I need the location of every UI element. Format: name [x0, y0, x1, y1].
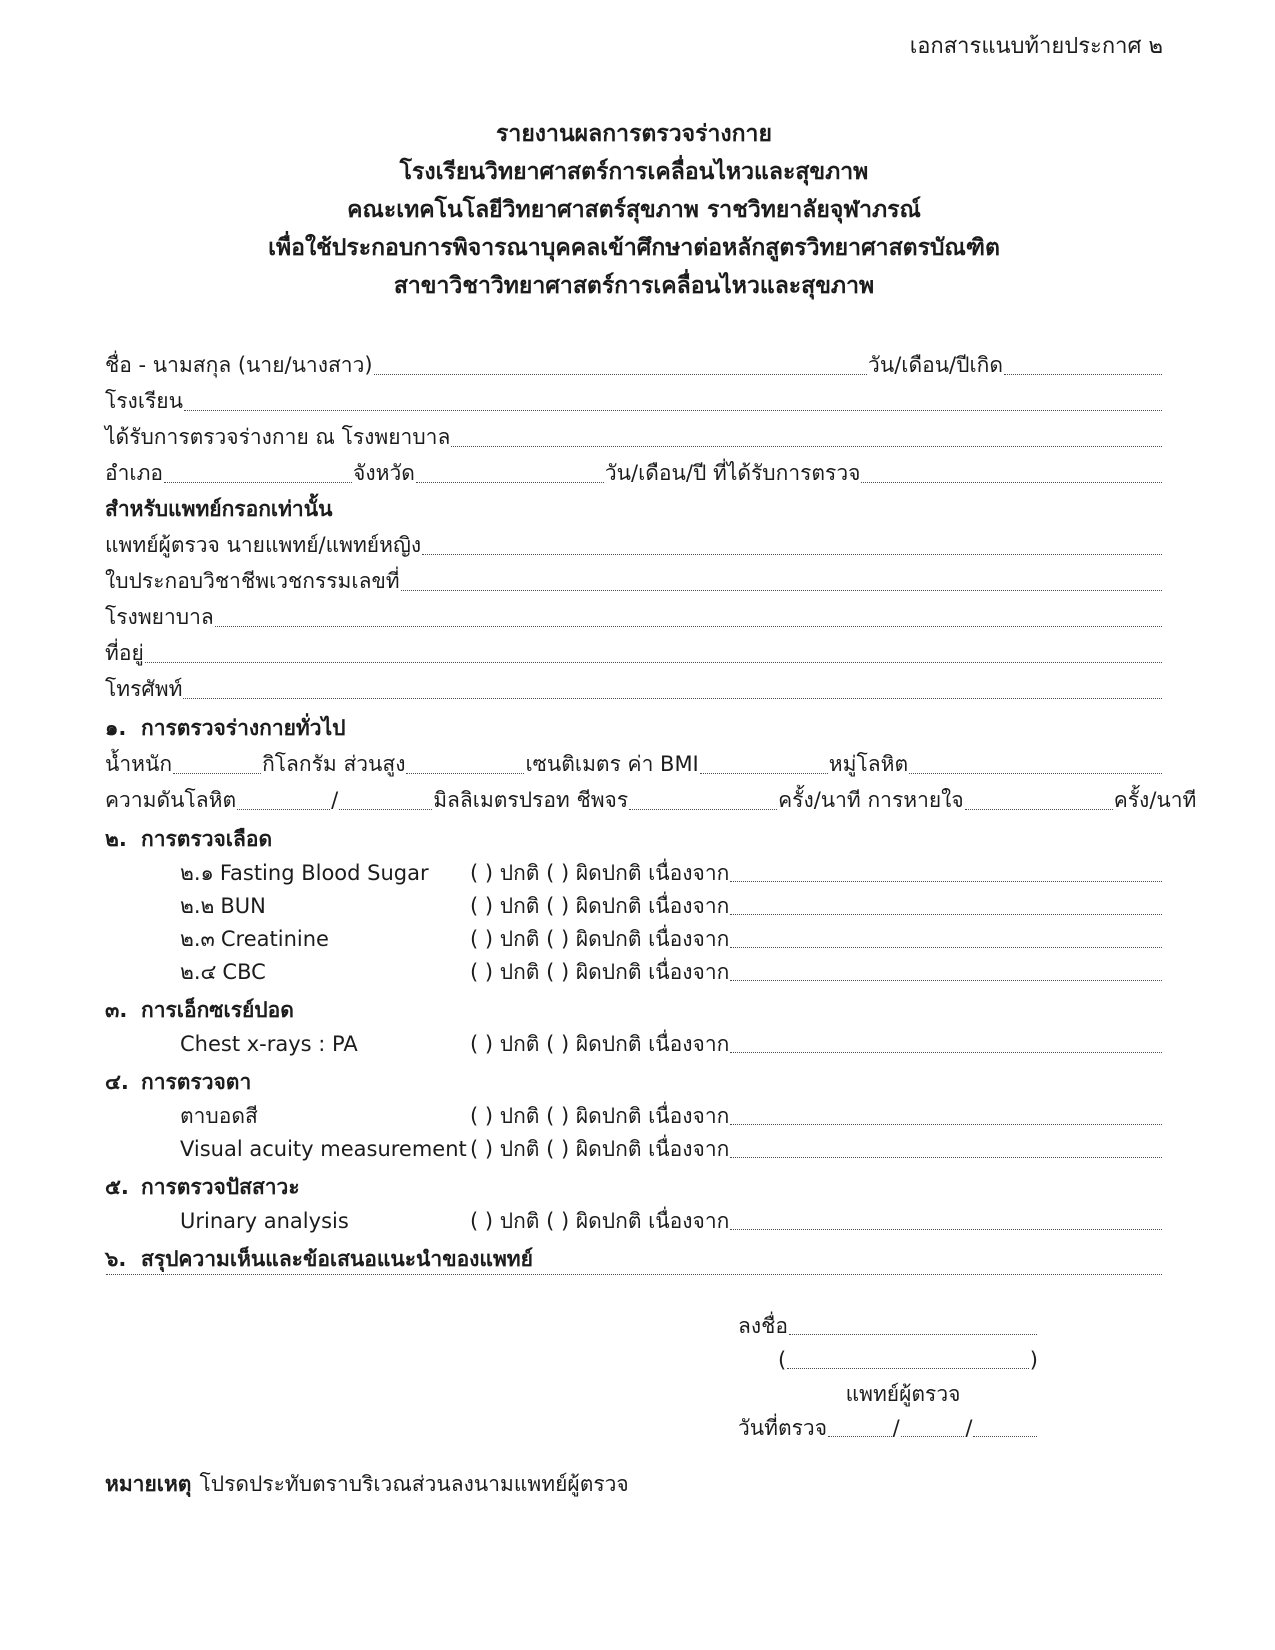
district-province-date-line [105, 455, 1163, 491]
district-label: อำเภอ [105, 461, 164, 485]
birthdate-blank-field [1003, 347, 1163, 383]
title-line-program: สาขาวิชาวิทยาศาสตร์การเคลื่อนไหวและสุขภาพ [393, 273, 875, 299]
result-options-label: ( ) ปกติ ( ) ผิดปกติ เนื่องจาก [470, 894, 730, 918]
section-urine-title: การตรวจปัสสาวะ [141, 1175, 300, 1199]
name-label: ชื่อ - นามสกุล (นาย/นางสาว) [105, 353, 373, 377]
reason-blank-field [729, 890, 1163, 923]
breathing-blank-field [964, 782, 1114, 818]
sig-month-blank-field [900, 1411, 966, 1445]
height-unit-bmi-label: เซนติเมตร ค่า BMI [525, 752, 699, 776]
section-general-heading [105, 710, 1163, 746]
sign-label: ลงชื่อ [738, 1314, 788, 1338]
form-body [105, 347, 1197, 1501]
section-xray-number: ๓. [105, 998, 128, 1022]
result-options-label: ( ) ปกติ ( ) ผิดปกติ เนื่องจาก [470, 1104, 730, 1128]
license-line [105, 563, 1163, 599]
phone-blank-field [182, 671, 1163, 707]
item-number: ๒.๔ [180, 960, 217, 984]
exam-item-bun [105, 890, 1163, 923]
reason-blank-field [729, 1028, 1163, 1061]
exam-item-label [180, 1028, 470, 1061]
item-name: CBC [222, 960, 266, 984]
section-summary-heading [105, 1241, 1163, 1277]
phone-label: โทรศัพท์ [105, 677, 183, 701]
footnote-text: โปรดประทับตราบริเวณส่วนลงนามแพทย์ผู้ตรวจ [199, 1472, 629, 1496]
exam-item-label [180, 890, 470, 923]
exam-hospital-blank-field [450, 419, 1163, 455]
sig-day-blank-field [827, 1411, 893, 1445]
doctor-only-heading-line [105, 491, 1163, 527]
birthdate-label: วัน/เดือน/ปีเกิด [868, 353, 1003, 377]
doctor-hospital-blank-field [214, 599, 1163, 635]
signed-name-blank-field [786, 1343, 1030, 1377]
doctor-only-heading: สำหรับแพทย์กรอกเท่านั้น [105, 497, 333, 521]
exam-item-label [180, 857, 470, 890]
name-blank-field [373, 347, 868, 383]
exam-hospital-label: ได้รับการตรวจร่างกาย ณ โรงพยาบาล [105, 425, 451, 449]
exam-item-label [180, 1205, 470, 1238]
exam-date-signature-line [738, 1411, 1038, 1445]
bp-systolic-blank-field [236, 782, 331, 818]
doctor-name-label: แพทย์ผู้ตรวจ นายแพทย์/แพทย์หญิง [105, 533, 422, 557]
section-urine-heading [105, 1169, 1163, 1205]
reason-blank-field [729, 956, 1163, 989]
school-label: โรงเรียน [105, 389, 183, 413]
item-number: ๒.๒ [180, 894, 215, 918]
exam-date-label: วัน/เดือน/ปี ที่ได้รับการตรวจ [604, 461, 861, 485]
section-blood-heading [105, 821, 1163, 857]
blood-group-label: หมู่โลหิต [828, 752, 909, 776]
document-title-block [105, 115, 1163, 305]
address-label: ที่อยู่ [105, 641, 144, 665]
weight-height-bmi-line [105, 746, 1163, 782]
sig-date-label: วันที่ตรวจ [738, 1416, 828, 1440]
result-options-label: ( ) ปกติ ( ) ผิดปกติ เนื่องจาก [470, 927, 730, 951]
doctor-name-blank-field [421, 527, 1163, 563]
address-line [105, 635, 1163, 671]
signature-blank-field [788, 1309, 1038, 1343]
license-label: ใบประกอบวิชาชีพเวชกรรมเลขที่ [105, 569, 400, 593]
title-line-purpose: เพื่อใช้ประกอบการพิจารณาบุคคลเข้าศึกษาต่อหลักสูตรวิทยาศาสตรบัณฑิต [268, 235, 1000, 261]
exam-item-fasting-blood-sugar [105, 857, 1163, 890]
reason-blank-field [729, 857, 1163, 890]
breath-unit-label: ครั้ง/นาที [1113, 788, 1197, 812]
doctor-hospital-label: โรงพยาบาล [105, 605, 214, 629]
paren-close: ) [1029, 1348, 1038, 1372]
height-blank-field [405, 746, 525, 782]
section-summary-number: ๖. [105, 1247, 127, 1271]
license-blank-field [400, 563, 1163, 599]
doctor-name-line [105, 527, 1163, 563]
section-blood-number: ๒. [105, 827, 127, 851]
item-name: ตาบอดสี [180, 1104, 258, 1128]
item-name: Fasting Blood Sugar [219, 861, 429, 885]
section-eye-title: การตรวจตา [141, 1070, 252, 1094]
reason-blank-field [729, 923, 1163, 956]
item-name: Creatinine [220, 927, 329, 951]
signature-block [738, 1309, 1038, 1445]
province-blank-field [415, 455, 605, 491]
bp-unit-pulse-label: มิลลิเมตรปรอท ชีพจร [433, 788, 629, 812]
paren-open: ( [778, 1348, 787, 1372]
address-blank-field [144, 635, 1163, 671]
section-summary-title: สรุปความเห็นและข้อเสนอแนะนำของแพทย์ [141, 1247, 533, 1271]
exam-item-label [180, 1133, 470, 1166]
item-number: ๒.๑ [180, 861, 214, 885]
exam-item-color-blindness [105, 1100, 1163, 1133]
section-general-number: ๑. [105, 716, 127, 740]
exam-item-urinary-analysis [105, 1205, 1163, 1238]
exam-item-cbc [105, 956, 1163, 989]
footnote-bold-label: หมายเหตุ [105, 1472, 192, 1496]
result-options-label: ( ) ปกติ ( ) ผิดปกติ เนื่องจาก [470, 960, 730, 984]
weight-label: น้ำหนัก [105, 752, 173, 776]
bmi-blank-field [699, 746, 829, 782]
exam-item-visual-acuity [105, 1133, 1163, 1166]
signer-role: แพทย์ผู้ตรวจ [845, 1382, 961, 1406]
school-line [105, 383, 1163, 419]
pulse-unit-breath-label: ครั้ง/นาที การหายใจ [778, 788, 964, 812]
section-xray-title: การเอ็กซเรย์ปอด [141, 998, 294, 1022]
sign-line [738, 1309, 1038, 1343]
section-eye-number: ๔. [105, 1070, 129, 1094]
result-options-label: ( ) ปกติ ( ) ผิดปกติ เนื่องจาก [470, 1032, 730, 1056]
province-label: จังหวัด [353, 461, 415, 485]
sig-year-blank-field [972, 1411, 1038, 1445]
blood-pressure-line [105, 782, 1197, 818]
title-line-report: รายงานผลการตรวจร่างกาย [496, 121, 772, 147]
item-number: ๒.๓ [180, 927, 215, 951]
phone-line [105, 671, 1163, 707]
section-general-title: การตรวจร่างกายทั่วไป [141, 716, 346, 740]
item-name: Urinary analysis [180, 1209, 349, 1233]
corner-note: เอกสารแนบท้ายประกาศ ๒ [909, 34, 1163, 59]
footnote [105, 1467, 1163, 1501]
result-options-label: ( ) ปกติ ( ) ผิดปกติ เนื่องจาก [470, 1137, 730, 1161]
blood-pressure-label: ความดันโลหิต [105, 788, 237, 812]
title-line-faculty: คณะเทคโนโลยีวิทยาศาสตร์สุขภาพ ราชวิทยาลัยจุฬาภรณ์ [347, 197, 921, 223]
reason-blank-field [729, 1133, 1163, 1166]
district-blank-field [163, 455, 353, 491]
section-urine-number: ๕. [105, 1175, 129, 1199]
section-blood-title: การตรวจเลือด [141, 827, 273, 851]
pulse-blank-field [628, 782, 778, 818]
result-options-label: ( ) ปกติ ( ) ผิดปกติ เนื่องจาก [470, 1209, 730, 1233]
blood-group-blank-field [908, 746, 1163, 782]
reason-blank-field [729, 1100, 1163, 1133]
exam-item-label [180, 1100, 470, 1133]
exam-hospital-line [105, 419, 1163, 455]
weight-blank-field [172, 746, 262, 782]
section-eye-heading [105, 1064, 1163, 1100]
exam-item-creatinine [105, 923, 1163, 956]
title-line-school: โรงเรียนวิทยาศาสตร์การเคลื่อนไหวและสุขภาพ [399, 159, 869, 185]
item-name: BUN [220, 894, 266, 918]
weight-unit-height-label: กิโลกรัม ส่วนสูง [262, 752, 406, 776]
reason-blank-field [729, 1205, 1163, 1238]
school-blank-field [183, 383, 1163, 419]
sig-date-slash-1: / [892, 1416, 900, 1440]
exam-item-chest-xray [105, 1028, 1163, 1061]
bp-diastolic-blank-field [338, 782, 433, 818]
exam-date-blank-field [860, 455, 1163, 491]
bp-slash: / [331, 788, 339, 812]
exam-item-label [180, 923, 470, 956]
result-options-label: ( ) ปกติ ( ) ผิดปกติ เนื่องจาก [470, 861, 730, 885]
sign-name-line [738, 1343, 1038, 1377]
item-name: Chest x-rays : PA [180, 1032, 358, 1056]
sig-date-slash-2: / [965, 1416, 973, 1440]
exam-item-label [180, 956, 470, 989]
name-birthdate-line [105, 347, 1163, 383]
item-name: Visual acuity measurement [180, 1137, 467, 1161]
doctor-hospital-line [105, 599, 1163, 635]
section-xray-heading [105, 992, 1163, 1028]
